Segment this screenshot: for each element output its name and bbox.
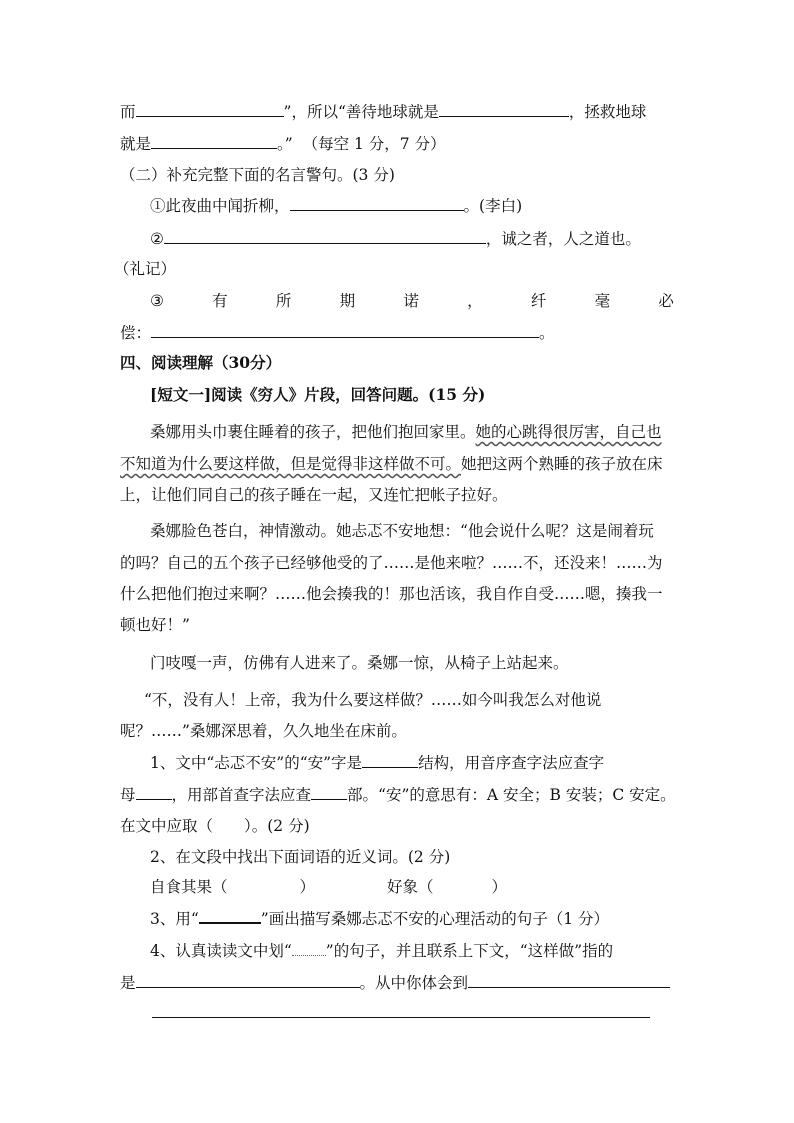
answer-blank[interactable] — [164, 229, 486, 244]
text: ，诚之者，人之道也。 — [485, 230, 641, 248]
top-question-line-2 — [120, 133, 680, 155]
question-1-line-3: 在文中应取（ ）。(2 分) — [120, 817, 310, 835]
text: 。(李白) — [463, 197, 523, 215]
passage-p2-line-4: 顿也好！” — [120, 616, 190, 634]
text: 而 — [120, 103, 136, 121]
score-note: （每空 1 分，7 分） — [302, 135, 446, 153]
char: 必 — [658, 292, 674, 310]
quote-item-3-line-2 — [120, 322, 680, 344]
wavy-underlined-text: 不知道为什么要这样做，但是觉得非这样做不可。 — [120, 455, 462, 473]
answer-line[interactable] — [152, 1017, 650, 1018]
answer-blank[interactable] — [311, 785, 347, 800]
text: ② — [150, 230, 164, 248]
text: 部。“安”的意思有：A 安全；B 安装；C 安定。 — [347, 786, 676, 804]
passage-p3-line-1: 门吱嘎一声，仿佛有人进来了。桑娜一惊，从椅子上站起来。 — [150, 654, 569, 672]
text: ”的句子，并且联系上下文，“这样做”指的 — [325, 942, 614, 960]
text: 结构，用音序查字法应查字 — [418, 754, 605, 772]
text: 。 — [539, 324, 555, 342]
passage-p4-line-1: “不，没有人！上帝，我为什么要这样做？……如今叫我怎么对他说 — [144, 691, 602, 709]
text: ”画出描写桑娜忐忑不安的心理活动的句子（1 分） — [260, 910, 610, 928]
text: ”，所以“善待地球就是 — [283, 103, 439, 121]
text: 偿： — [120, 324, 152, 342]
text: ，用部首查字法应查 — [171, 786, 312, 804]
text: 是 — [120, 974, 136, 992]
char: ， — [467, 292, 483, 310]
text: 就是 — [120, 135, 152, 153]
text: 。” — [277, 135, 293, 153]
section2-title: （二）补充完整下面的名言警句。(3 分) — [120, 166, 395, 184]
question-1-line-2 — [120, 784, 680, 806]
answer-blank[interactable] — [136, 102, 284, 117]
top-question-line-1 — [120, 101, 680, 123]
text: 好象（ — [387, 878, 434, 896]
passage-p2-line-2: 的吗？自己的五个孩子已经够他受的了……是他来啦？……不，还没来！……为 — [120, 554, 663, 572]
answer-blank[interactable] — [151, 323, 539, 338]
straight-line-sample — [199, 910, 261, 924]
text: 母 — [120, 786, 136, 804]
text: ） — [491, 878, 508, 896]
passage-p4-line-2: 呢？……”桑娜深思着，久久地坐在床前。 — [120, 722, 407, 740]
text: 自食其果（ — [150, 878, 228, 896]
question-2-line-1: 2、在文段中找出下面词语的近义词。(2 分) — [150, 848, 451, 866]
passage-subtitle: [短文一]阅读《穷人》片段，回答问题。(15 分) — [150, 385, 486, 404]
answer-blank[interactable] — [136, 973, 360, 988]
question-4-line-2 — [120, 972, 680, 994]
char: 诺 — [403, 292, 419, 310]
quote-item-2 — [150, 228, 710, 250]
text: 1、文中“忐忑不安”的“安”字是 — [150, 754, 363, 772]
answer-blank[interactable] — [362, 753, 418, 768]
text: 桑娜用头巾裹住睡着的孩子，把他们抱回家里。 — [150, 423, 476, 441]
text: ，拯救地球 — [568, 103, 647, 121]
answer-blank[interactable] — [136, 785, 172, 800]
char: 所 — [275, 292, 292, 310]
char: 毫 — [594, 292, 611, 310]
quote-item-3-line-1 — [150, 290, 674, 312]
passage-p1-line-3: 上，让他们同自己的孩子睡在一起，又连忙把帐子拉好。 — [120, 486, 508, 504]
char: 纤 — [530, 292, 547, 310]
quote-item-1 — [150, 195, 710, 217]
answer-blank[interactable] — [151, 134, 277, 149]
section4-title: 四、阅读理解（30分） — [120, 353, 282, 372]
text: ①此夜曲中闻折柳， — [150, 197, 290, 215]
passage-p1-line-1 — [150, 421, 710, 443]
passage-p1-line-2 — [120, 453, 680, 475]
question-1-line-1 — [150, 752, 710, 774]
question-2-words — [150, 876, 710, 898]
spread-chars — [150, 290, 674, 312]
text: ） — [299, 878, 316, 896]
passage-p2-line-3: 什么把他们抱过来啊？……他会揍我的！那也活该，我自作自受……嗯，揍我一 — [120, 585, 663, 603]
passage-p2-line-1: 桑娜脸色苍白，神情激动。她忐忑不安地想：“他会说什么呢？这是闹着玩 — [150, 522, 654, 540]
answer-blank[interactable] — [439, 102, 569, 117]
char: ③ — [150, 292, 164, 310]
answer-blank[interactable] — [290, 196, 464, 211]
text: 。从中你体会到 — [359, 974, 469, 992]
answer-blank[interactable] — [468, 973, 670, 988]
text: 3、用“ — [150, 910, 199, 928]
wavy-underlined-text: 她的心跳得很厉害，自己也 — [475, 423, 662, 441]
quote-item-2-source: （礼记） — [114, 260, 177, 278]
char: 有 — [212, 292, 228, 310]
text: 她把这两个熟睡的孩子放在床 — [461, 455, 663, 473]
question-3 — [150, 908, 710, 930]
text: 4、认真读读文中划“ — [150, 942, 292, 960]
char: 期 — [339, 292, 356, 310]
question-4-line-1 — [150, 940, 710, 962]
wavy-line-sample — [292, 943, 326, 956]
